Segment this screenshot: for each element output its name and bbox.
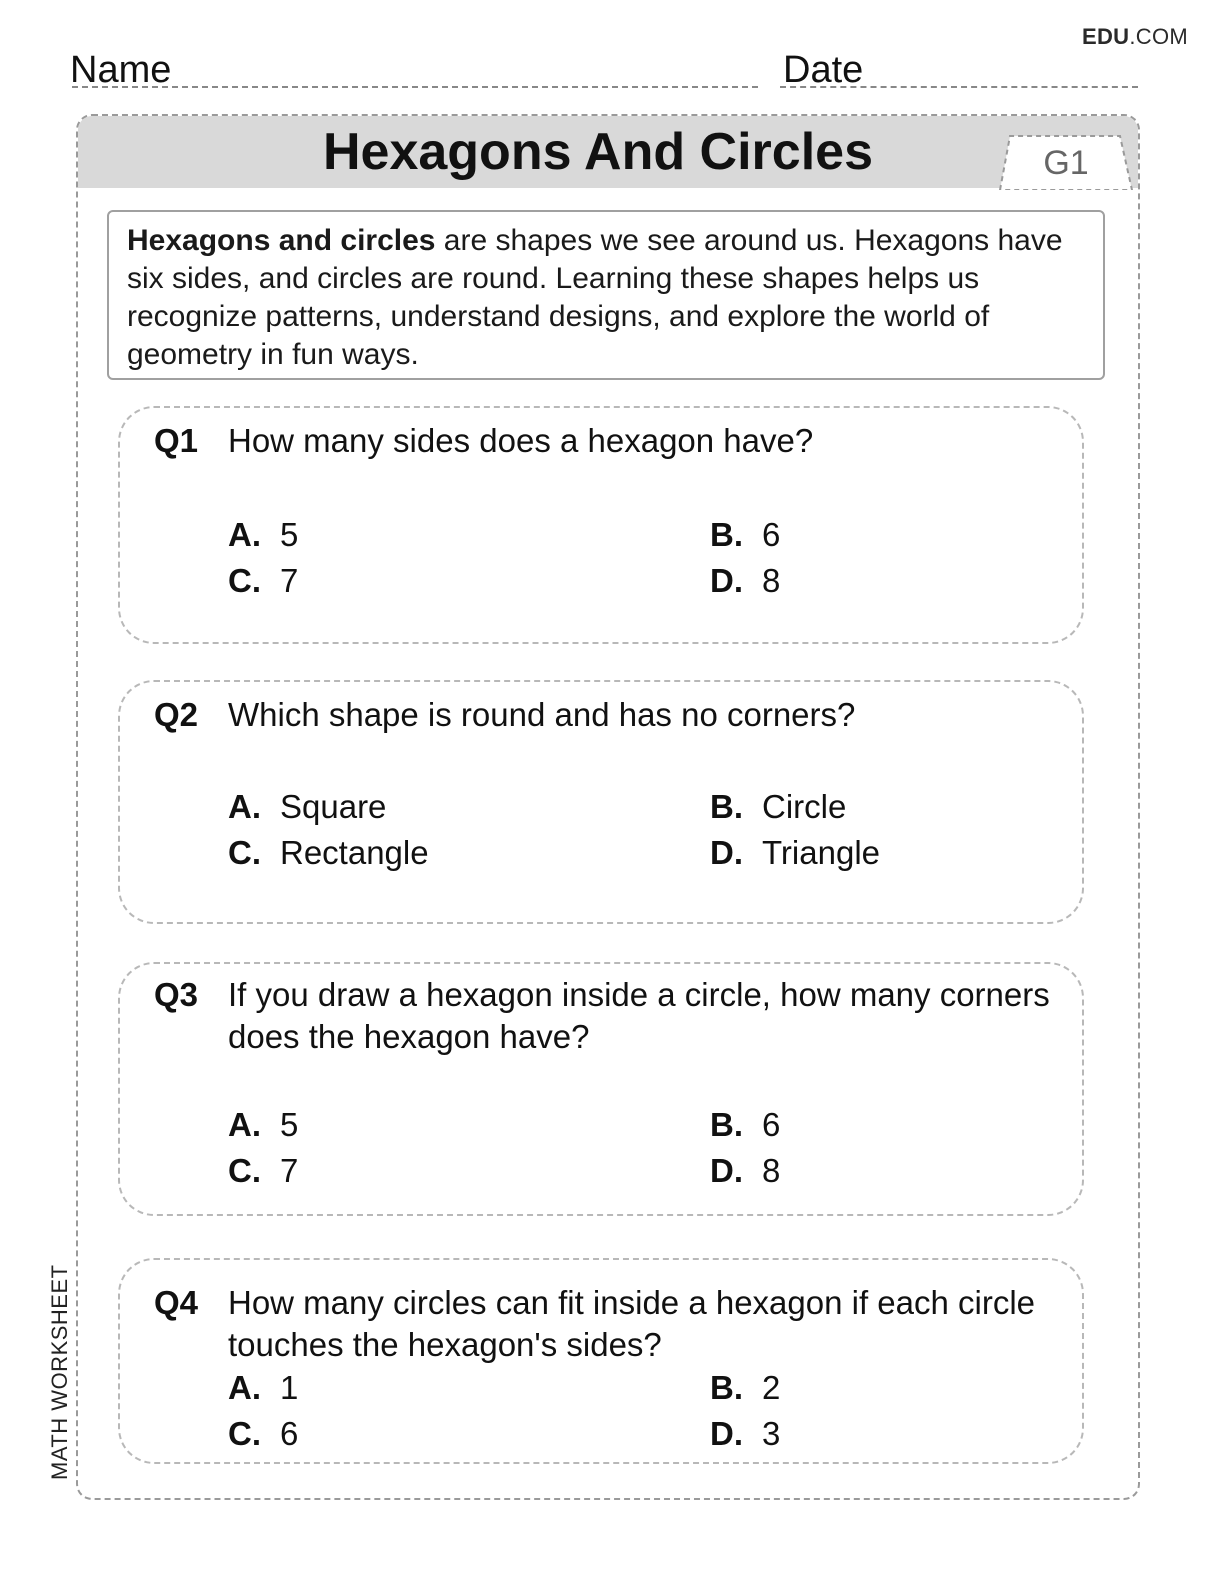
option-letter: C. [228,834,261,871]
date-label: Date [783,49,864,91]
option-text: 5 [280,1106,299,1143]
question-number: Q4 [154,1284,199,1321]
worksheet-title: Hexagons And Circles [322,123,873,181]
name-line[interactable] [72,86,758,88]
option-text: 8 [762,1152,781,1189]
question-number: Q3 [154,976,199,1013]
option-letter: A. [228,1106,261,1143]
option-text: 6 [762,1106,781,1143]
option-d[interactable] [710,832,880,874]
option-letter: B. [710,1369,743,1406]
brand-com: .COM [1129,24,1188,49]
question-number: Q2 [154,696,199,733]
option-text: 1 [280,1369,299,1406]
question-number: Q1 [154,422,199,459]
option-text: Rectangle [280,834,429,871]
option-letter: C. [228,1415,261,1452]
option-letter: C. [228,562,261,599]
option-letter: B. [710,788,743,825]
option-text: 3 [762,1415,781,1452]
option-c[interactable] [228,1413,298,1455]
option-c[interactable] [228,1150,298,1192]
option-letter: D. [710,1415,743,1452]
option-text: 7 [280,1152,299,1189]
grade-label: G1 [1043,144,1089,182]
option-text: 7 [280,562,299,599]
option-letter: B. [710,516,743,553]
option-letter: A. [228,788,261,825]
option-c[interactable] [228,832,429,874]
option-letter: D. [710,834,743,871]
intro-box [107,210,1105,380]
option-letter: B. [710,1106,743,1143]
option-a[interactable] [228,1104,298,1146]
question-text: How many sides does a hexagon have? [228,422,814,459]
option-text: Circle [762,788,847,825]
option-text: Square [280,788,387,825]
option-text: 8 [762,562,781,599]
option-c[interactable] [228,560,298,602]
question-text: How many circles can fit inside a hexagon if each circle touches the hexagon's sides? [228,1284,1036,1363]
brand-logo [1082,24,1188,50]
option-letter: A. [228,516,261,553]
option-b[interactable] [710,1104,780,1146]
option-d[interactable] [710,560,780,602]
name-label: Name [70,49,172,91]
option-text: Triangle [762,834,880,871]
option-b[interactable] [710,1367,780,1409]
option-text: 2 [762,1369,781,1406]
option-text: 6 [280,1415,299,1452]
option-letter: D. [710,562,743,599]
option-b[interactable] [710,786,846,828]
question-text: Which shape is round and has no corners? [228,696,856,733]
option-text: 6 [762,516,781,553]
question-text: If you draw a hexagon inside a circle, how many corners does the hexagon have? [228,976,1050,1055]
option-letter: C. [228,1152,261,1189]
option-d[interactable] [710,1150,780,1192]
option-a[interactable] [228,786,386,828]
option-text: 5 [280,516,299,553]
date-line[interactable] [780,86,1138,88]
side-label: MATH WORKSHEET [47,1264,72,1480]
option-d[interactable] [710,1413,780,1455]
option-a[interactable] [228,514,298,556]
brand-edu: EDU [1082,24,1130,49]
option-letter: D. [710,1152,743,1189]
option-letter: A. [228,1369,261,1406]
option-b[interactable] [710,514,780,556]
option-a[interactable] [228,1367,298,1409]
intro-text: are shapes we see around us. Hexagons have six sides, and circles are round. Learning these shapes helps us recognize patterns, understand designs, and explore the world of geometry in fun ways. [127,224,1063,371]
intro-bold-lead: Hexagons and circles [127,224,436,257]
